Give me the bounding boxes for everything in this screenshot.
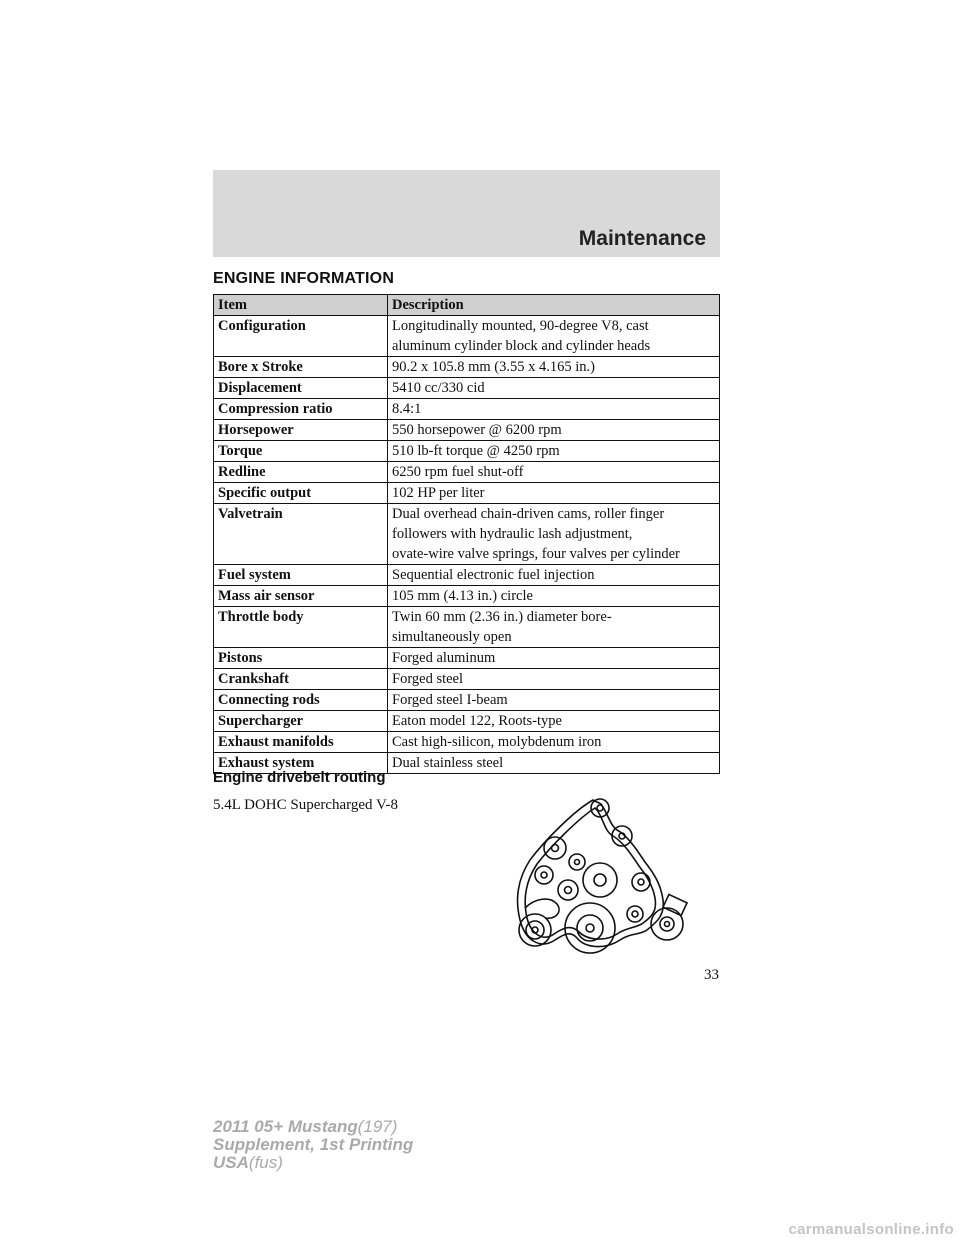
- description-line: Cast high-silicon, molybdenum iron: [392, 734, 602, 750]
- table-row: [214, 462, 720, 483]
- spec-description: [388, 504, 720, 565]
- spec-item: Torque: [214, 441, 388, 462]
- spec-item: Throttle body: [214, 607, 388, 648]
- description-line: Twin 60 mm (2.36 in.) diameter bore-: [392, 609, 612, 625]
- drivebelt-inner-path: [525, 808, 655, 939]
- spec-item: Compression ratio: [214, 399, 388, 420]
- spec-description: [388, 607, 720, 648]
- spec-description: [388, 399, 720, 420]
- description-line: Longitudinally mounted, 90-degree V8, cast: [392, 318, 649, 334]
- tensioner-pulley: [632, 873, 650, 891]
- spec-item: Specific output: [214, 483, 388, 504]
- description-line: simultaneously open: [392, 629, 512, 645]
- spec-item: Exhaust system: [214, 753, 388, 774]
- idler-pulley-lower-right: [627, 906, 643, 922]
- alternator-pulley: [535, 866, 553, 884]
- section-header-band: [213, 170, 720, 257]
- engine-information-table: [213, 294, 720, 774]
- description-line: 6250 rpm fuel shut-off: [392, 464, 524, 480]
- table-row: [214, 483, 720, 504]
- table-body: [214, 316, 720, 774]
- water-pump-pulley: [558, 880, 578, 900]
- spec-description: [388, 586, 720, 607]
- description-line: followers with hydraulic lash adjustment,: [392, 526, 633, 542]
- spec-description: [388, 753, 720, 774]
- description-line: 5410 cc/330 cid: [392, 380, 485, 396]
- table-header-row: [214, 295, 720, 316]
- table-row: [214, 690, 720, 711]
- table-row: [214, 420, 720, 441]
- small-pulley: [569, 854, 585, 870]
- spec-description: [388, 357, 720, 378]
- spec-description: [388, 565, 720, 586]
- description-line: aluminum cylinder block and cylinder heads: [392, 338, 651, 354]
- footer-line-2: Supplement, 1st Printing: [213, 1135, 414, 1154]
- spec-description: [388, 316, 720, 357]
- spec-item: Exhaust manifolds: [214, 732, 388, 753]
- spec-description: [388, 732, 720, 753]
- idler-pulley-left: [544, 837, 566, 859]
- description-line: Forged steel: [392, 671, 464, 687]
- document-footer: [213, 1118, 413, 1172]
- spec-item: Fuel system: [214, 565, 388, 586]
- spec-item: Displacement: [214, 378, 388, 399]
- spec-description: [388, 483, 720, 504]
- table-row: [214, 504, 720, 565]
- spec-description: [388, 669, 720, 690]
- ac-compressor-pulley: [651, 908, 683, 940]
- footer-line-1: 2011 05+ Mustang(197): [213, 1117, 398, 1136]
- spec-item: Connecting rods: [214, 690, 388, 711]
- spec-description: [388, 690, 720, 711]
- spec-item: Supercharger: [214, 711, 388, 732]
- spec-item: Configuration: [214, 316, 388, 357]
- description-line: 102 HP per liter: [392, 485, 485, 501]
- spec-item: Bore x Stroke: [214, 357, 388, 378]
- description-line: 90.2 x 105.8 mm (3.55 x 4.165 in.): [392, 359, 595, 375]
- drivebelt-caption: 5.4L DOHC Supercharged V-8: [213, 797, 398, 813]
- description-line: Forged steel I-beam: [392, 692, 508, 708]
- spec-description: [388, 378, 720, 399]
- engine-information-heading: ENGINE INFORMATION: [213, 270, 395, 287]
- table-row: [214, 565, 720, 586]
- column-header-description: Description: [388, 295, 720, 316]
- spec-item: Valvetrain: [214, 504, 388, 565]
- description-line: Forged aluminum: [392, 650, 496, 666]
- table-row: [214, 648, 720, 669]
- watermark: carmanualsonline.info: [788, 1221, 954, 1238]
- spec-description: [388, 648, 720, 669]
- description-line: Sequential electronic fuel injection: [392, 567, 595, 583]
- description-line: 510 lb-ft torque @ 4250 rpm: [392, 443, 560, 459]
- table-row: [214, 378, 720, 399]
- description-line: Dual overhead chain-driven cams, roller finger: [392, 506, 665, 522]
- description-line: ovate-wire valve springs, four valves per cylinder: [392, 546, 680, 562]
- table-row: [214, 669, 720, 690]
- description-line: 105 mm (4.13 in.) circle: [392, 588, 533, 604]
- spec-item: Redline: [214, 462, 388, 483]
- column-header-item: Item: [214, 295, 388, 316]
- spec-description: [388, 441, 720, 462]
- table-row: [214, 316, 720, 357]
- footer-line-3: USA(fus): [213, 1153, 283, 1172]
- supercharger-pulley: [583, 863, 617, 897]
- spec-item: Horsepower: [214, 420, 388, 441]
- table-row: [214, 711, 720, 732]
- spec-item: Pistons: [214, 648, 388, 669]
- page-number: 33: [704, 967, 719, 983]
- description-line: Dual stainless steel: [392, 755, 504, 771]
- table-row: [214, 732, 720, 753]
- description-line: Eaton model 122, Roots-type: [392, 713, 562, 729]
- description-line: 550 horsepower @ 6200 rpm: [392, 422, 562, 438]
- table-row: [214, 441, 720, 462]
- ac-bracket: [663, 894, 687, 915]
- table-row: [214, 586, 720, 607]
- spec-item: Crankshaft: [214, 669, 388, 690]
- table-row: [214, 607, 720, 648]
- spec-description: [388, 711, 720, 732]
- table-row: [214, 357, 720, 378]
- spec-item: Mass air sensor: [214, 586, 388, 607]
- table-row: [214, 399, 720, 420]
- drivebelt-routing-diagram: [505, 790, 695, 960]
- spec-description: [388, 462, 720, 483]
- drivebelt-heading: Engine drivebelt routing: [213, 769, 386, 786]
- spec-description: [388, 420, 720, 441]
- section-title-maintenance: Maintenance: [578, 227, 706, 250]
- description-line: 8.4:1: [392, 401, 422, 417]
